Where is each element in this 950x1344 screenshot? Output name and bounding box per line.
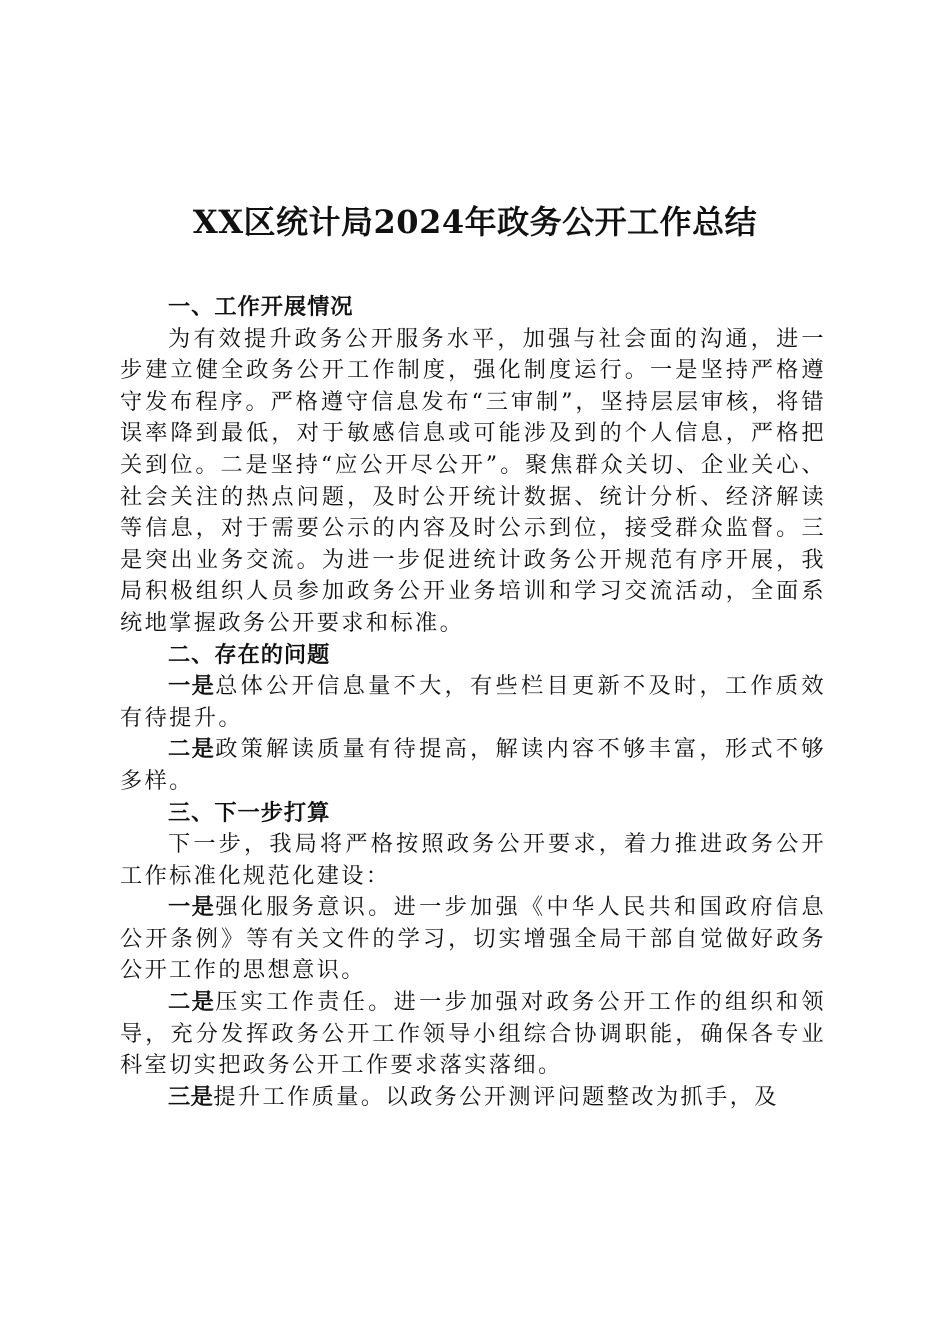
- paragraph-lead: 三是: [168, 1083, 214, 1110]
- paragraph: [120, 829, 826, 892]
- document-title: XX区统计局2024年政务公开工作总结: [192, 203, 758, 241]
- paragraph-text: 政策解读质量有待提高，解读内容不够丰富，形式不够多样。: [120, 736, 827, 794]
- paragraph: [120, 987, 826, 1082]
- paragraph-text: 下一步，我局将严格按照政务公开要求，着力推进政务公开工作标准化规范化建设：: [120, 831, 826, 889]
- document-body: [120, 292, 826, 1113]
- paragraph-text: 强化服务意识。进一步加强《中华人民共和国政府信息公开条例》等有关文件的学习，切实增强全局干部自觉做好政务公开工作的思想意识。: [120, 894, 827, 984]
- paragraph: [120, 1082, 826, 1114]
- paragraph: [120, 324, 826, 640]
- paragraph-text: 压实工作责任。进一步加强对政务公开工作的组织和领导，充分发挥政务公开工作领导小组综合协调职能，确保各专业科室切实把政务公开工作要求落实落细。: [120, 989, 827, 1079]
- section-heading: 一、工作开展情况: [168, 294, 354, 320]
- paragraph-text: 提升工作质量。以政务公开测评问题整改为抓手，及: [213, 1083, 779, 1110]
- paragraph-lead: 一是: [168, 673, 216, 700]
- paragraph: [120, 671, 826, 734]
- paragraph-lead: 二是: [168, 736, 216, 763]
- paragraph-lead: 一是: [168, 894, 216, 921]
- paragraph: [120, 734, 826, 797]
- paragraph: [120, 892, 826, 987]
- paragraph-text: 总体公开信息量不大，有些栏目更新不及时，工作质效有待提升。: [120, 673, 827, 731]
- paragraph-lead: 二是: [168, 989, 216, 1016]
- paragraph-text: 为有效提升政务公开服务水平，加强与社会面的沟通，进一步建立健全政务公开工作制度，强化制度运行。一是坚持严格遵守发布程序。严格遵守信息发布“三审制”，坚持层层审核，将错误率降到最低，对于敏感信息或可能涉及到的个人信息，严格把关到位。二是坚持“应公开尽公开”。聚焦群众关切、企业关心、社会关注的热点问题，及时公开统计数据、统计分析、经济解读等信息，对于需要公示的内容及时公示到位，接受群众监督。三是突出业务交流。为进一步促进统计政务公开规范有序开展，我局积极组织人员参加政务公开业务培训和学习交流活动，全面系统地掌握政务公开要求和标准。: [120, 325, 826, 636]
- section-heading: 二、存在的问题: [168, 641, 331, 668]
- section-heading: 三、下一步打算: [168, 799, 331, 826]
